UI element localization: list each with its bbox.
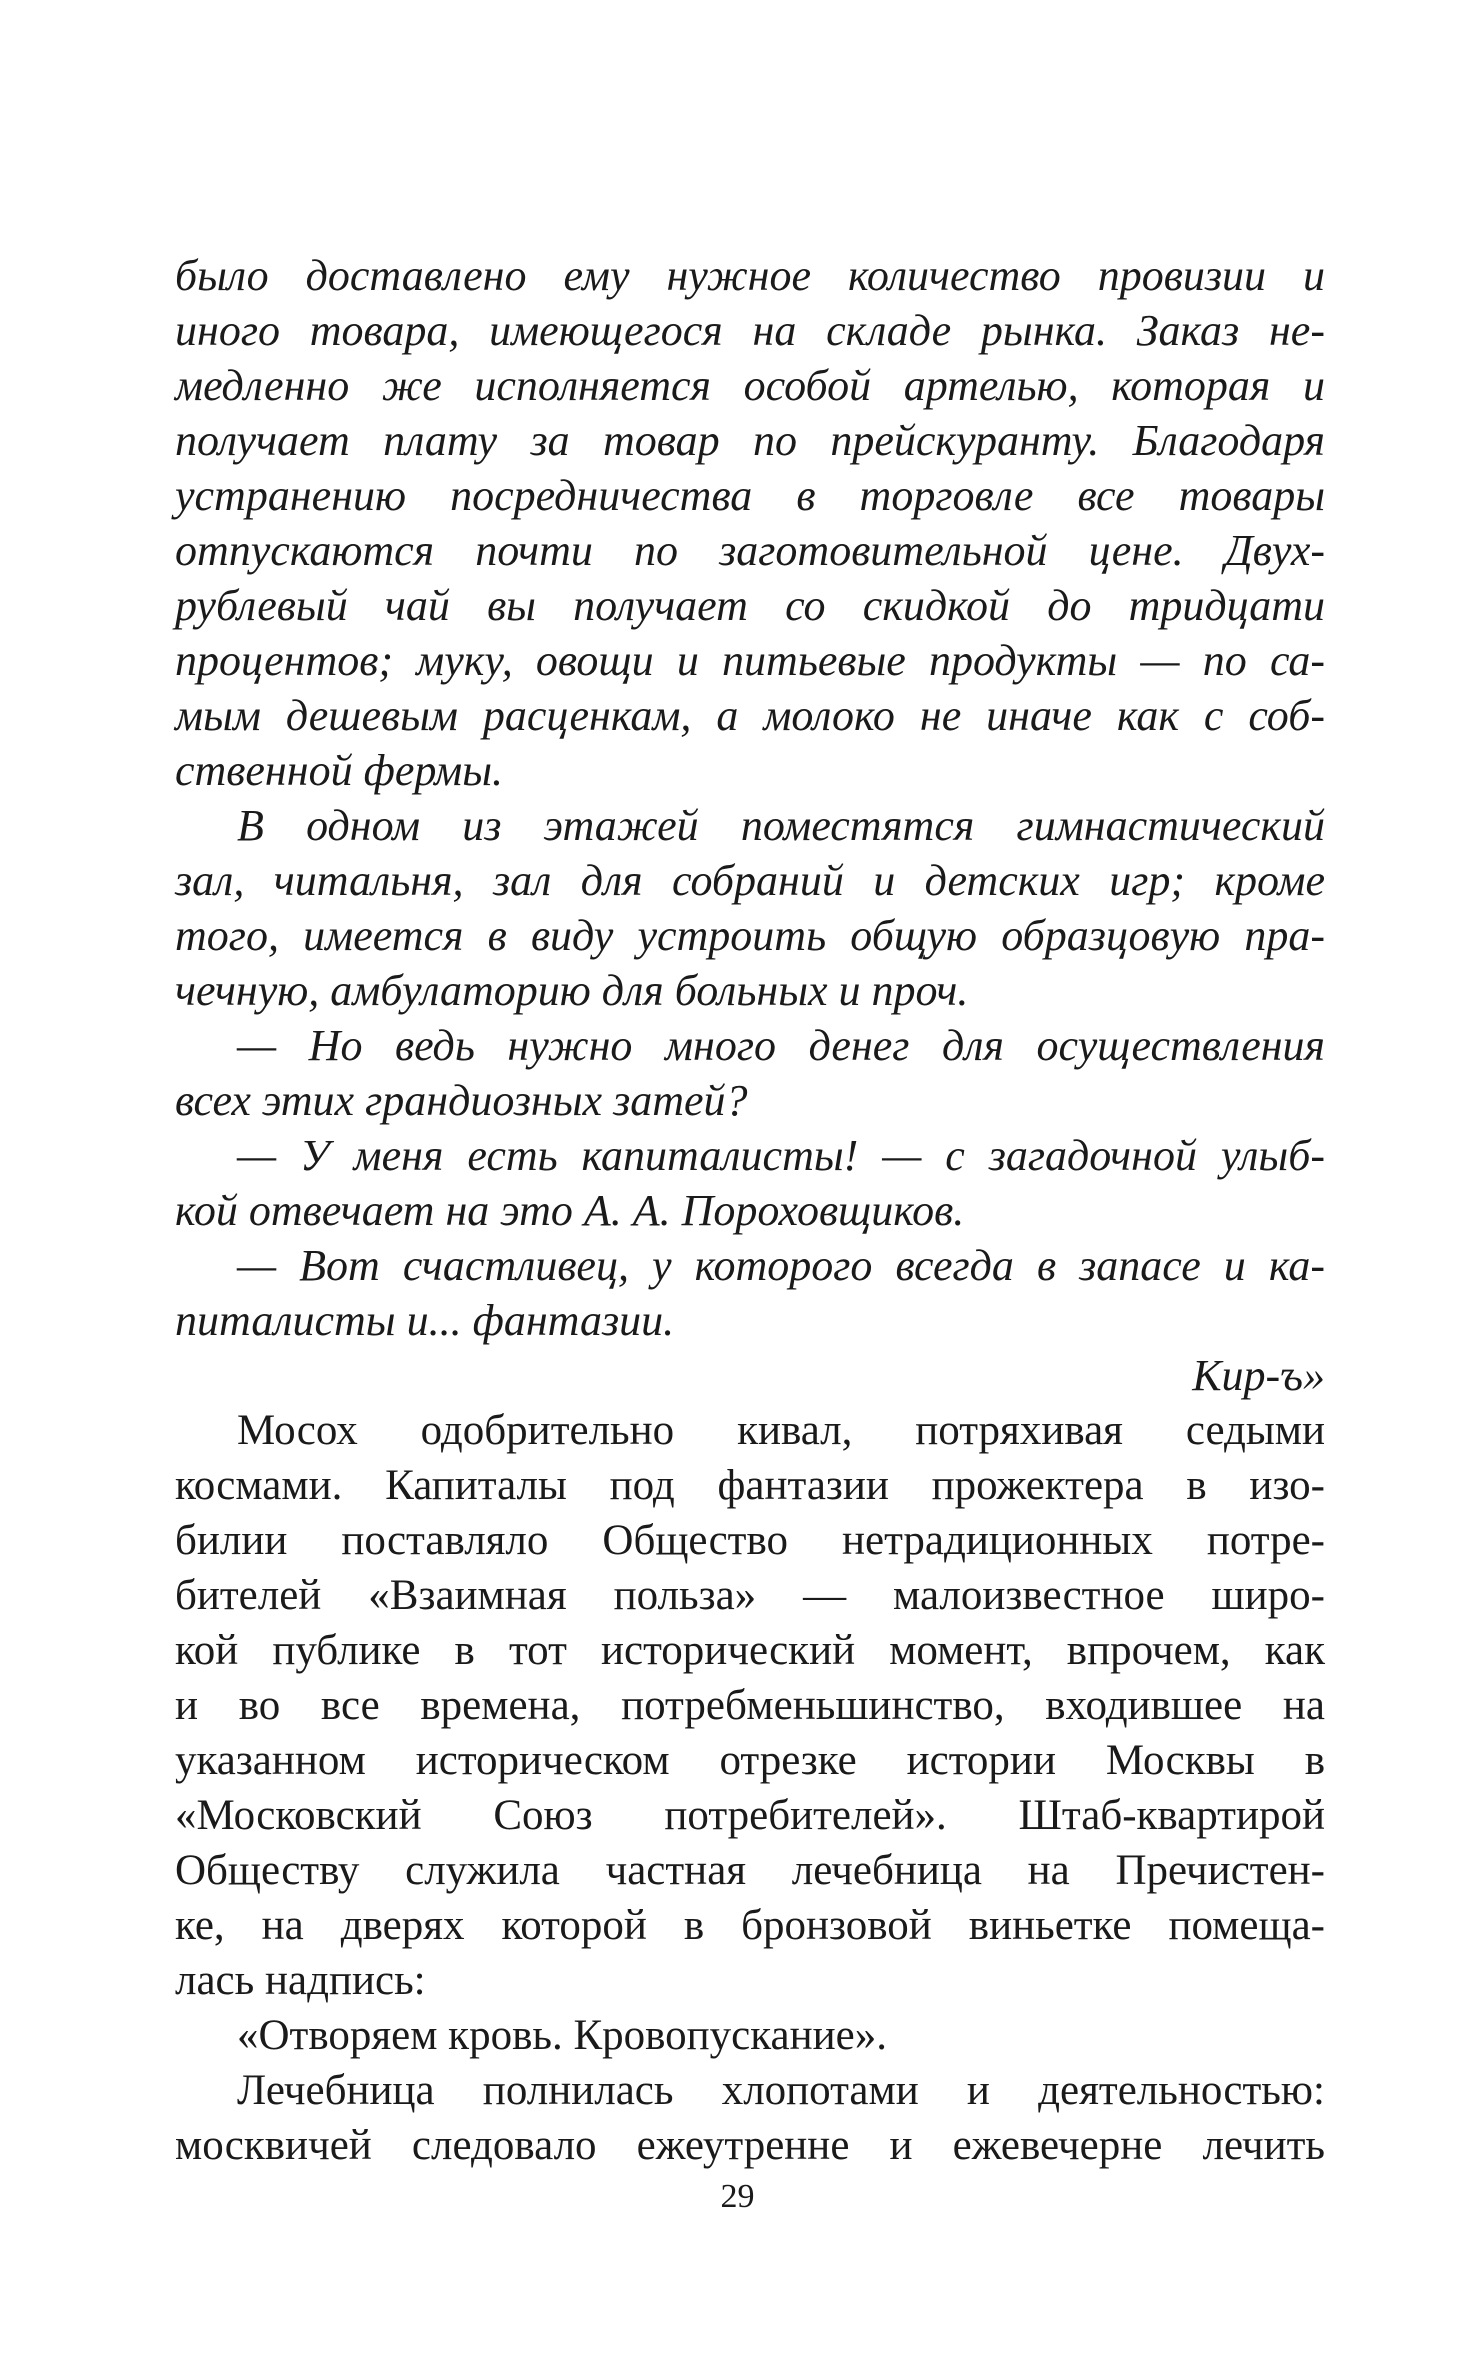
quote-paragraph-5 [175, 1238, 1325, 1348]
body-paragraph-2 [175, 2008, 1325, 2063]
text-line: того, имеется в виду устроить общую образцовую пра- [175, 911, 1325, 960]
text-line: зал, читальня, зал для собраний и детских игр; кроме [175, 856, 1325, 905]
text-line: — Вот счастливец, у которого всегда в запасе и ка- [237, 1241, 1325, 1290]
text-line: иного товара, имеющегося на складе рынка. Заказ не- [175, 306, 1325, 355]
text-line: «Отворяем кровь. Кровопускание». [237, 2012, 887, 2059]
text-line: было доставлено ему нужное количество провизии и [175, 251, 1325, 300]
text-line: получает плату за товар по прейскуранту. Благодаря [175, 416, 1325, 465]
text-line: медленно же исполняется особой артелью, которая и [175, 361, 1325, 410]
page-number: 29 [720, 2178, 755, 2215]
text-line: чечную, амбулаторию для больных и проч. [175, 966, 969, 1015]
quote-signature: Кир-ъ» [1192, 1351, 1325, 1400]
text-block [175, 248, 1325, 2173]
text-line: космами. Капиталы под фантазии прожектера в изо- [175, 1462, 1325, 1509]
quote-paragraph-4 [175, 1128, 1325, 1238]
text-line: — У меня есть капиталисты! — с загадочной улыб- [237, 1131, 1325, 1180]
body-paragraph-3 [175, 2063, 1325, 2173]
text-line: рублевый чай вы получает со скидкой до тридцати [175, 581, 1325, 630]
text-line: бителей «Взаимная польза» — малоизвестное широ- [175, 1572, 1325, 1619]
text-line: всех этих грандиозных затей? [175, 1076, 748, 1125]
text-line: Мосох одобрительно кивал, потряхивая седыми [237, 1407, 1325, 1454]
text-line: устранению посредничества в торговле все товары [175, 471, 1325, 520]
text-line: мым дешевым расценкам, а молоко не иначе как с соб- [175, 691, 1325, 740]
main-text [175, 1403, 1325, 2173]
text-line: — Но ведь нужно много денег для осуществления [237, 1021, 1325, 1070]
text-line: питалисты и... фантазии. [175, 1296, 675, 1345]
text-line: ке, на дверях которой в бронзовой виньетке помеща- [175, 1902, 1325, 1949]
text-line: лась надпись: [175, 1957, 426, 2004]
text-line: Лечебница полнилась хлопотами и деятельностью: [237, 2067, 1325, 2114]
text-line: билии поставляло Общество нетрадиционных потре- [175, 1517, 1325, 1564]
quoted-article [175, 248, 1325, 1403]
text-line: «Московский Союз потребителей». Штаб-квартирой [175, 1792, 1325, 1839]
text-line: В одном из этажей поместятся гимнастический [237, 801, 1325, 850]
text-line: ственной фермы. [175, 746, 504, 795]
text-line: Обществу служила частная лечебница на Пречистен- [175, 1847, 1325, 1894]
text-line: процентов; муку, овощи и питьевые продукты — по са- [175, 636, 1325, 685]
text-line: указанном историческом отрезке истории Москвы в [175, 1737, 1325, 1784]
quote-paragraph-1 [175, 248, 1325, 798]
text-line: и во все времена, потребменьшинство, входившее на [175, 1682, 1325, 1729]
text-line: кой публике в тот исторический момент, впрочем, как [175, 1627, 1325, 1674]
text-line: отпускаются почти по заготовительной цене. Двух- [175, 526, 1325, 575]
text-line: москвичей следовало ежеутренне и ежевечерне лечить [175, 2122, 1325, 2169]
text-line: кой отвечает на это А. А. Пороховщиков. [175, 1186, 965, 1235]
quote-paragraph-2 [175, 798, 1325, 1018]
body-paragraph-1 [175, 1403, 1325, 2008]
quote-paragraph-3 [175, 1018, 1325, 1128]
